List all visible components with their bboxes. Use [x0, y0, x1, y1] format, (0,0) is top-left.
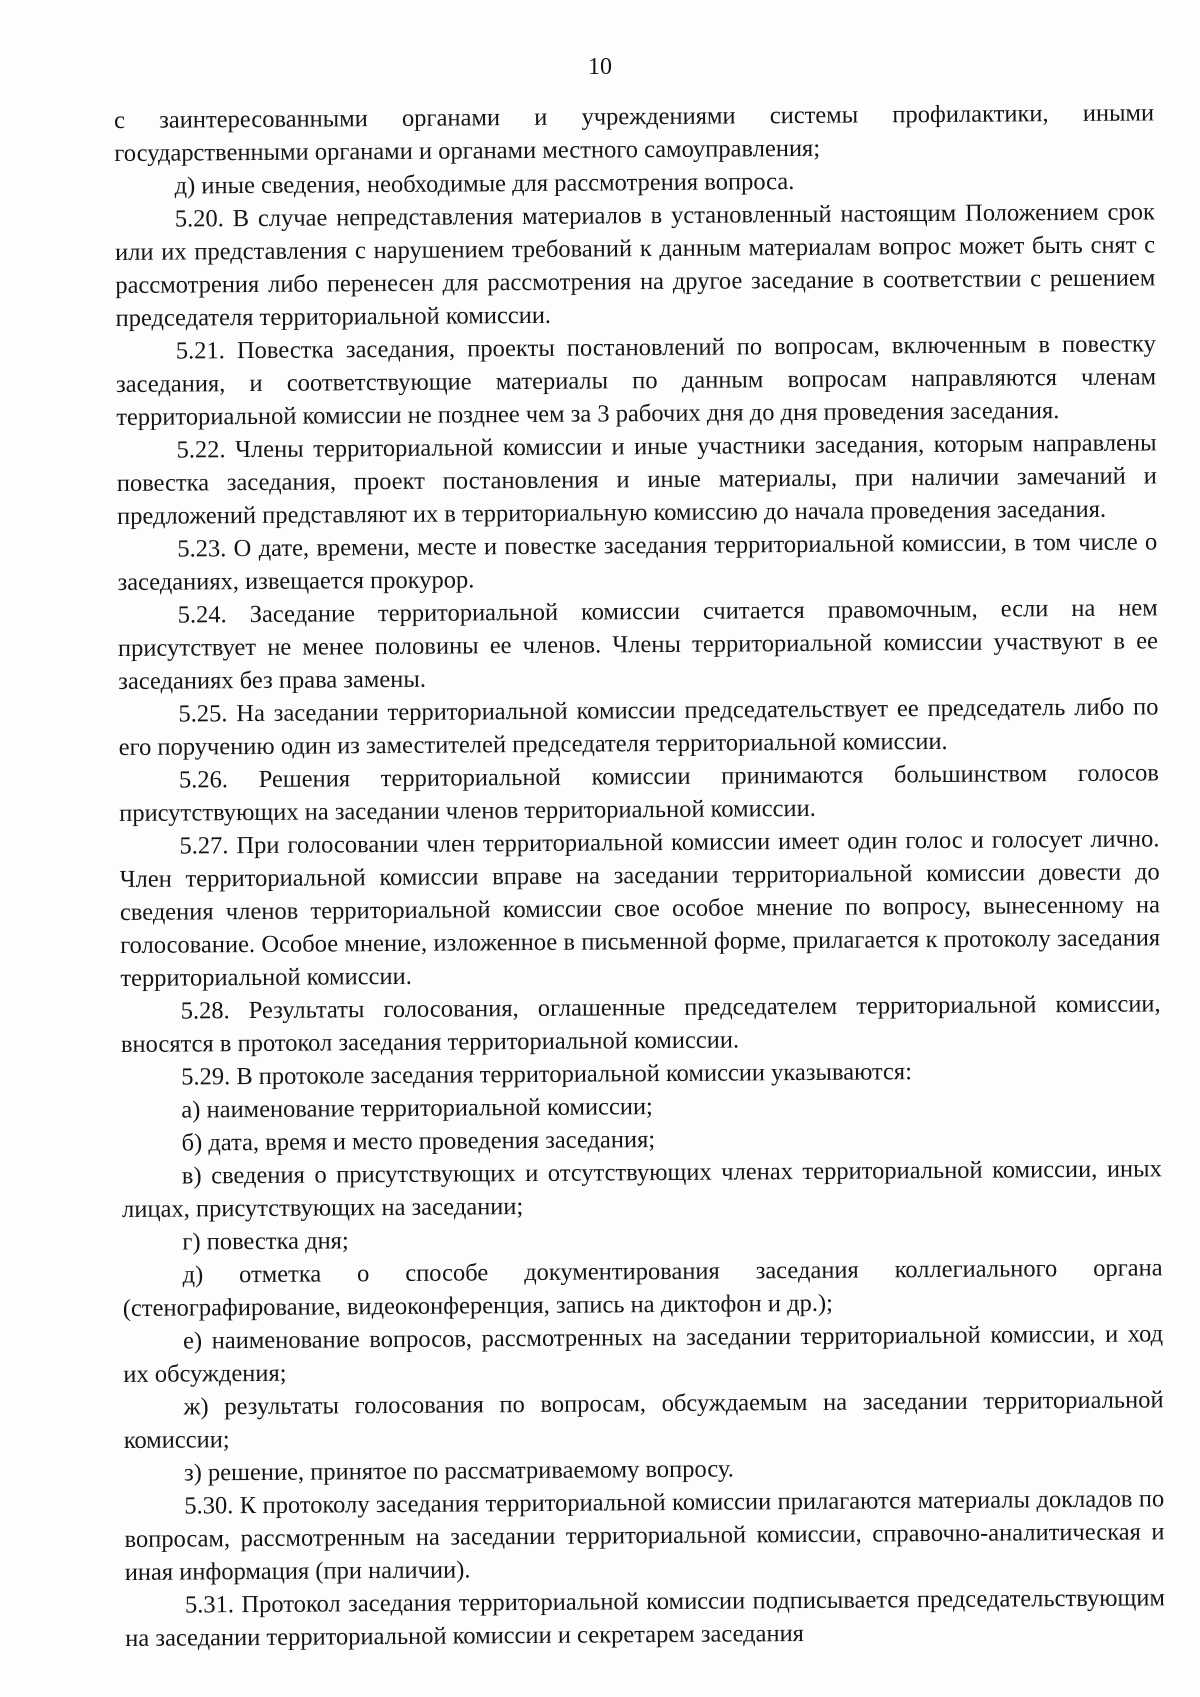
- paragraph: в) сведения о присутствующих и отсутствующих членах территориальной комиссии, иных лицах, присутствующих на заседании;: [122, 1155, 1162, 1223]
- page-number: 10: [588, 54, 612, 80]
- paragraph: а) наименование территориальной комиссии;: [181, 1093, 653, 1124]
- document-body: [114, 96, 1165, 1655]
- paragraph: г) повестка дня;: [182, 1227, 349, 1256]
- paragraph: 5.31. Протокол заседания территориальной комиссии подписывается председательствующим на заседании территориальной комиссии и секретарем заседания: [125, 1584, 1166, 1652]
- paragraph: 5.25. На заседании территориальной комиссии председательствует ее председатель либо по его поручению один из заместителей председателя территориальной комиссии.: [118, 693, 1159, 761]
- paragraph: 5.30. К протоколу заседания территориальной комиссии прилагаются материалы докладов по вопросам, рассмотренным на заседании территориальной комиссии, справочно-аналитическая и иная информация (при наличии).: [124, 1485, 1165, 1586]
- paragraph: 5.29. В протоколе заседания территориальной комиссии указываются:: [181, 1058, 913, 1091]
- paragraph: 5.20. В случае непредставления материалов в установленный настоящим Положением срок или их представления с нарушением требований к данным материалам вопрос может быть снят с рассмотрения либо перенесен для рассмотрения на другое заседание в соответствии с решением председателя территориальной комиссии.: [114, 198, 1156, 332]
- paragraph: 5.24. Заседание территориальной комиссии считается правомочным, если на нем присутствует не менее половины ее членов. Члены территориальной комиссии участвуют в ее заседаниях без права замены.: [117, 594, 1159, 695]
- paragraph: с заинтересованными органами и учреждениями системы профилактики, иными государственными органами и органами местного самоуправления;: [114, 99, 1155, 167]
- paragraph: д) отметка о способе документирования заседания коллегиального органа (стенографирование, видеоконференция, запись на диктофон и др.);: [122, 1254, 1163, 1322]
- paragraph: з) решение, принятое по рассматриваемому вопросу.: [183, 1455, 734, 1487]
- paragraph: 5.26. Решения территориальной комиссии принимаются большинством голосов присутствующих на заседании членов территориальной комиссии.: [119, 759, 1160, 827]
- paragraph: д) иные сведения, необходимые для рассмотрения вопроса.: [174, 168, 795, 200]
- paragraph: 5.23. О дате, времени, месте и повестке заседания территориальной комиссии, в том числе о заседаниях, извещается прокурор.: [117, 528, 1158, 596]
- paragraph: е) наименование вопросов, рассмотренных на заседании территориальной комиссии, и ход их обсуждения;: [123, 1320, 1164, 1388]
- paragraph: 5.27. При голосовании член территориальной комиссии имеет один голос и голосует лично. Член территориальной комиссии вправе на заседании территориальной комиссии довести до сведения членов территориальной комиссии свое особое мнение по вопросу, вынесенному на голосование. Особое мнение, изложенное в письменной форме, прилагается к протоколу заседания территориальной комиссии.: [119, 825, 1161, 992]
- paragraph: 5.21. Повестка заседания, проекты постановлений по вопросам, включенным в повестку заседания, и соответствующие материалы по данным вопросам направляются членам территориальной комиссии не позднее чем за 3 рабочих дня до дня проведения заседания.: [115, 330, 1157, 431]
- paragraph: б) дата, время и место проведения заседания;: [181, 1126, 656, 1157]
- paragraph: 5.22. Члены территориальной комиссии и иные участники заседания, которым направлены повестка заседания, проект постановления и иные материалы, при наличии замечаний и предложений представляют их в территориальную комиссию до начала проведения заседания.: [116, 429, 1157, 530]
- paragraph: ж) результаты голосования по вопросам, обсуждаемым на заседании территориальной комиссии;: [123, 1386, 1164, 1454]
- paragraph: 5.28. Результаты голосования, оглашенные председателем территориальной комиссии, вносятся в протокол заседания территориальной комиссии.: [120, 990, 1161, 1058]
